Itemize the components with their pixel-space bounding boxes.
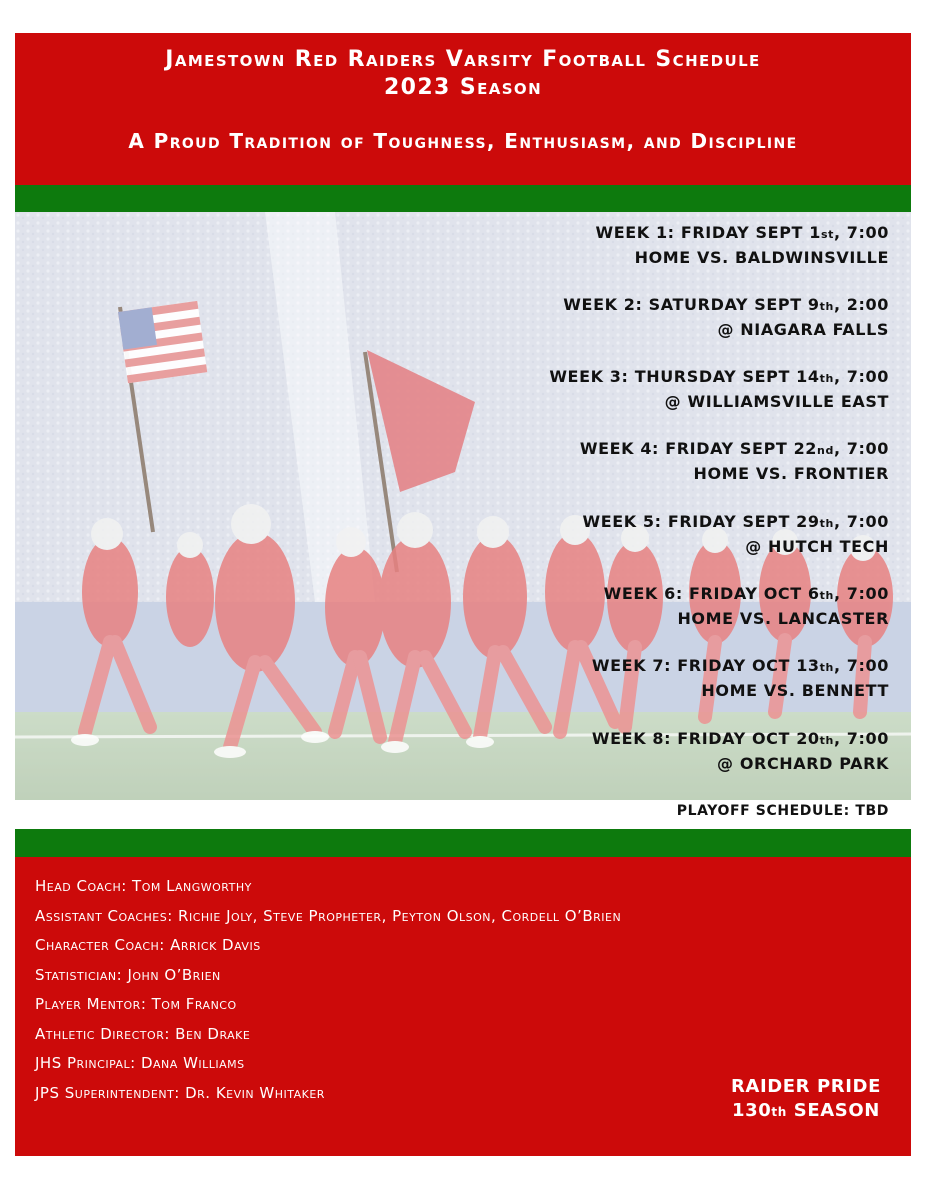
raider-pride-badge bbox=[731, 1075, 881, 1124]
schedule-item: WEEK 1: FRIDAY SEPT 1st, 7:00 HOME VS. BALDWINSVILLE bbox=[595, 223, 889, 267]
page-title: Jamestown Red Raiders Varsity Football Schedule bbox=[165, 47, 761, 72]
schedule-item: WEEK 6: FRIDAY OCT 6th, 7:00 HOME VS. LANCASTER bbox=[603, 584, 889, 628]
schedule-item: WEEK 5: FRIDAY SEPT 29th, 7:00 @ HUTCH TECH bbox=[582, 512, 889, 556]
staff-head-coach: Head Coach: Tom Langworthy bbox=[35, 877, 252, 895]
staff-statistician: Statistician: John O’Brien bbox=[35, 965, 221, 984]
schedule-item: WEEK 4: FRIDAY SEPT 22nd, 7:00 HOME VS. FRONTIER bbox=[579, 439, 889, 483]
staff-assistant-coaches: Assistant Coaches: Richie Joly, Steve Propheter, Peyton Olson, Cordell O’Brien bbox=[35, 906, 622, 925]
staff-player-mentor: Player Mentor: Tom Franco bbox=[35, 995, 237, 1013]
header-banner bbox=[15, 33, 911, 185]
green-divider-top bbox=[15, 185, 911, 212]
schedule-item: WEEK 2: SATURDAY SEPT 9th, 2:00 @ NIAGARA FALLS bbox=[563, 295, 889, 339]
tagline: A Proud Tradition of Toughness, Enthusiasm, and Discipline bbox=[128, 129, 798, 153]
pride-line: RAIDER PRIDE bbox=[730, 1076, 881, 1097]
staff-character-coach: Character Coach: Arrick Davis bbox=[35, 936, 261, 954]
season-title: 2023 Season bbox=[383, 75, 543, 100]
schedule-item: WEEK 8: FRIDAY OCT 20th, 7:00 @ ORCHARD PARK bbox=[591, 729, 889, 773]
playoff-note: PLAYOFF SCHEDULE: TBD bbox=[676, 803, 889, 819]
green-divider-bottom bbox=[15, 829, 911, 857]
season-count: 130th SEASON bbox=[732, 1100, 880, 1121]
staff-principal: JHS Principal: Dana Williams bbox=[35, 1054, 245, 1072]
staff-list bbox=[35, 875, 621, 1111]
staff-superintendent: JPS Superintendent: Dr. Kevin Whitaker bbox=[35, 1083, 325, 1102]
schedule-item: WEEK 3: THURSDAY SEPT 14th, 7:00 @ WILLIAMSVILLE EAST bbox=[549, 367, 889, 411]
staff-panel bbox=[15, 857, 911, 1156]
schedule-item: WEEK 7: FRIDAY OCT 13th, 7:00 HOME VS. BENNETT bbox=[591, 656, 889, 700]
staff-athletic-director: Athletic Director: Ben Drake bbox=[35, 1024, 251, 1043]
